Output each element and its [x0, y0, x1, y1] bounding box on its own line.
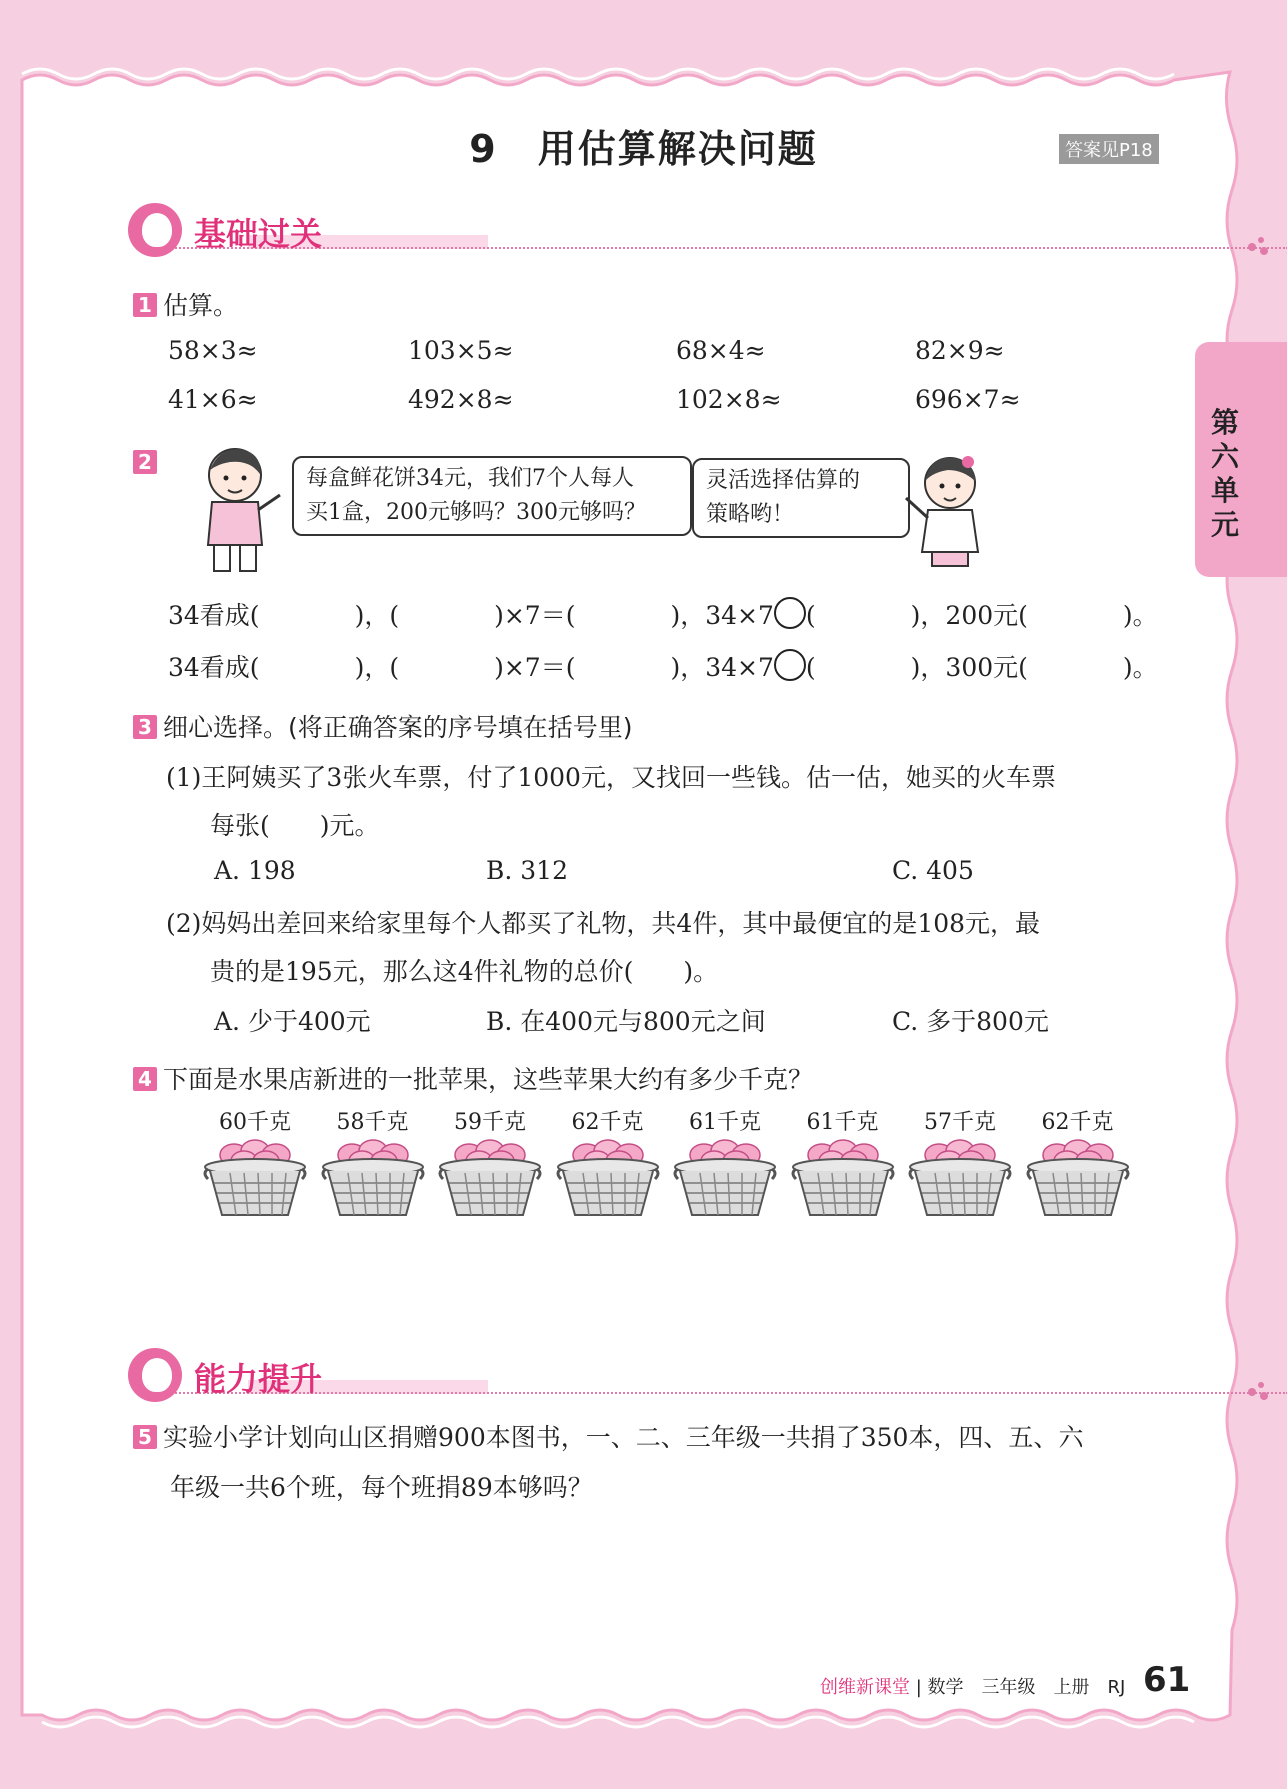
basket-weight-label: 57千克 — [924, 1110, 996, 1135]
apple-basket-icon — [200, 1135, 310, 1220]
apple-basket — [318, 1105, 428, 1220]
q5-line1: 5 实验小学计划向山区捐赠900本图书，一、二、三年级一共捐了350本，四、五、六 — [133, 1418, 1083, 1454]
apple-basket-icon — [905, 1135, 1015, 1220]
q3-part1-line1: (1)王阿姨买了3张火车票，付了1000元，又找回一些钱。估一估，她买的火车票 — [166, 763, 1056, 792]
page-title: 9 用估算解决问题 — [469, 127, 818, 171]
apple-basket — [200, 1105, 310, 1220]
apple-basket — [905, 1105, 1015, 1220]
girl-speech-bubble — [692, 458, 910, 538]
bubble-text: 灵活选择估算的 — [706, 468, 861, 493]
basket-weight-label: 60千克 — [219, 1110, 291, 1135]
q1-expr: 103×5≈ — [408, 336, 514, 365]
dots-icon — [1248, 237, 1278, 257]
q5-line2: 年级一共6个班，每个班捐89本够吗？ — [170, 1473, 593, 1502]
apple-basket-icon — [318, 1135, 428, 1220]
q2-number: 2 — [133, 450, 157, 474]
q1-expr: 58×3≈ — [168, 336, 258, 365]
footer-info: | 数学 三年级 上册 RJ — [915, 1677, 1126, 1698]
q4-number: 4 — [133, 1067, 157, 1091]
q3-part2-option-a[interactable]: A. 少于400元 — [214, 1007, 371, 1036]
section-basic-title: 基础过关 — [194, 215, 323, 253]
apple-basket — [553, 1105, 663, 1220]
q4-title: 下面是水果店新进的一批苹果，这些苹果大约有多少千克？ — [163, 1065, 814, 1094]
q1-expr: 41×6≈ — [168, 385, 258, 414]
q3-part1-option-c[interactable]: C. 405 — [892, 856, 974, 885]
answer-reference: 答案见P18 — [1059, 134, 1159, 164]
footer-brand: 创维新课堂 — [820, 1677, 910, 1698]
q3-number: 3 — [133, 715, 157, 739]
section-advanced-title: 能力提升 — [194, 1360, 323, 1398]
q4-heading — [133, 1060, 813, 1096]
page-number: 61 — [1143, 1660, 1191, 1700]
girl-avatar-icon — [128, 203, 182, 257]
basket-weight-label: 61千克 — [689, 1110, 761, 1135]
girl-illustration-icon — [898, 448, 993, 578]
apple-basket — [1023, 1105, 1133, 1220]
section-basic — [128, 203, 1178, 263]
apple-basket-icon — [1023, 1135, 1133, 1220]
q3-part2-option-c[interactable]: C. 多于800元 — [892, 1007, 1049, 1036]
q3-part1-option-b[interactable]: B. 312 — [486, 856, 568, 885]
q1-expr: 82×9≈ — [915, 336, 1005, 365]
q1-expr: 696×7≈ — [915, 385, 1021, 414]
q5-number: 5 — [133, 1425, 157, 1449]
basket-weight-label: 62千克 — [571, 1110, 644, 1135]
basket-weight-label: 62千克 — [1041, 1110, 1114, 1135]
apple-basket — [435, 1105, 545, 1220]
q3-title: 细心选择。(将正确答案的序号填在括号里) — [163, 713, 633, 742]
unit-tab — [1195, 342, 1287, 577]
q3-part2-line2: 贵的是195元，那么这4件礼物的总价( )。 — [210, 957, 719, 986]
q1-title: 估算。 — [163, 291, 239, 320]
basket-weight-label: 58千克 — [336, 1110, 409, 1135]
apple-basket-icon — [553, 1135, 663, 1220]
basket-weight-label: 61千克 — [806, 1110, 879, 1135]
q3-part1-option-a[interactable]: A. 198 — [214, 856, 296, 885]
boy-speech-bubble — [292, 456, 692, 536]
bubble-text: 买1盒，200元够吗？300元够吗？ — [306, 500, 646, 525]
q1-heading — [133, 286, 238, 322]
bubble-text: 每盒鲜花饼34元，我们7个人每人 — [306, 466, 634, 491]
section-advanced — [128, 1348, 1178, 1408]
q2-heading — [133, 448, 163, 477]
q1-number: 1 — [133, 293, 157, 317]
apple-basket — [788, 1105, 898, 1220]
bubble-text: 策略哟！ — [706, 502, 795, 527]
q3-part1-line2: 每张( )元。 — [210, 811, 380, 840]
apple-basket-icon — [435, 1135, 545, 1220]
basket-weight-label: 59千克 — [454, 1110, 526, 1135]
apple-basket-icon — [788, 1135, 898, 1220]
boy-avatar-icon — [128, 1348, 182, 1402]
apple-basket — [670, 1105, 780, 1220]
compare-circle-blank[interactable] — [774, 597, 806, 629]
q1-expr: 102×8≈ — [676, 385, 782, 414]
apple-basket-icon — [670, 1135, 780, 1220]
q3-part2-option-b[interactable]: B. 在400元与800元之间 — [486, 1007, 766, 1036]
q1-expr: 68×4≈ — [676, 336, 766, 365]
section-rule — [168, 247, 1287, 249]
unit-tab-label: 第六单元 — [1210, 406, 1239, 541]
q3-part2-line1: (2)妈妈出差回来给家里每个人都买了礼物，共4件，其中最便宜的是108元，最 — [166, 909, 1041, 938]
footer — [820, 1673, 1125, 1699]
q2-fill-line-1: 34看成( )，( )×7＝( )，34×7 ( )，200元( )。 — [168, 596, 1158, 632]
q2-fill-line-2: 34看成( )，( )×7＝( )，34×7 ( )，300元( )。 — [168, 648, 1158, 684]
section-rule — [168, 1392, 1287, 1394]
boy-illustration-icon — [190, 440, 285, 575]
dots-icon — [1248, 1382, 1278, 1402]
compare-circle-blank[interactable] — [774, 649, 806, 681]
q1-expr: 492×8≈ — [408, 385, 514, 414]
q3-heading — [133, 708, 633, 744]
